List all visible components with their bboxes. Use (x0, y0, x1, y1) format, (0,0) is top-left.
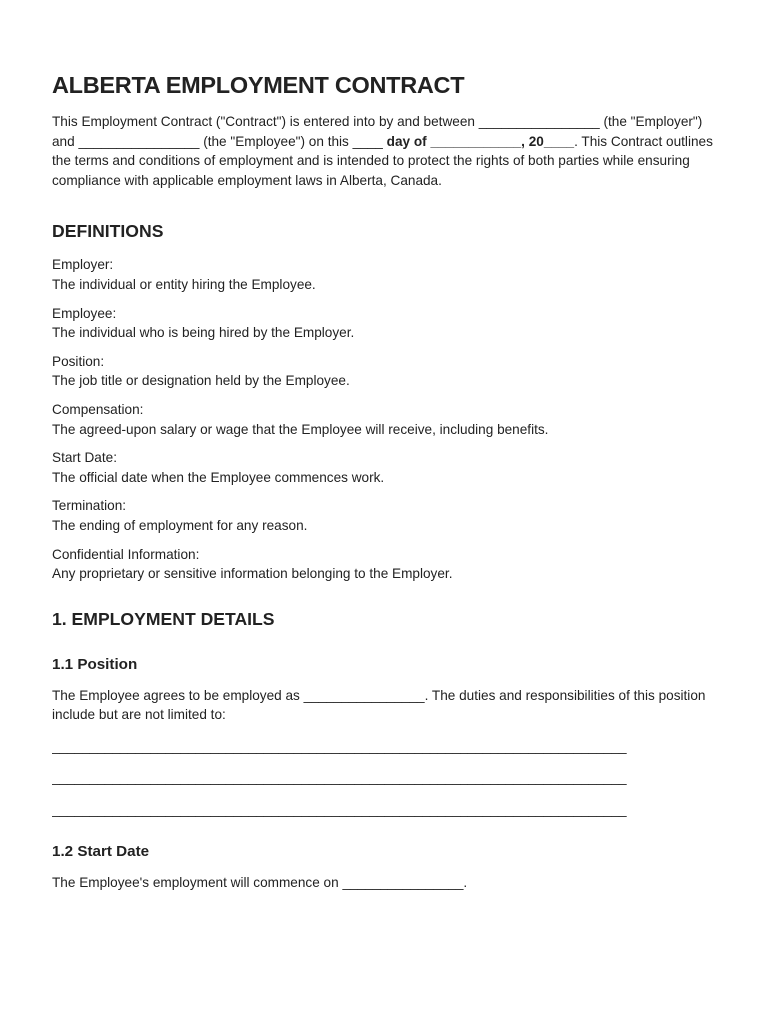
definition-item (52, 352, 718, 391)
document-title: ALBERTA EMPLOYMENT CONTRACT (52, 72, 465, 98)
definition-item (52, 255, 718, 294)
definition-term: Position: (52, 353, 105, 369)
definition-text: The agreed-upon salary or wage that the Employee will receive, including benefits. (52, 421, 549, 437)
definition-text: The individual who is being hired by the Employer. (52, 325, 355, 341)
definition-text: The ending of employment for any reason. (52, 517, 308, 533)
definition-item (52, 304, 718, 343)
definition-text: The official date when the Employee commences work. (52, 469, 385, 485)
position-paragraph: The Employee agrees to be employed as ________________. The duties and responsibilities of this position include but are not limited to: (52, 687, 706, 723)
intro-text-2: . This Contract outlines the terms and conditions of employment and is intended to protect the rights of both parties while ensuring compliance with applicable employment laws in Alberta, Canada. (52, 133, 713, 188)
definition-item (52, 545, 718, 584)
definition-text: Any proprietary or sensitive information belonging to the Employer. (52, 566, 453, 582)
blank-line: ____________________________________________________________________________ (52, 802, 627, 818)
start-date-paragraph: The Employee's employment will commence on ________________. (52, 874, 468, 890)
definition-item (52, 448, 718, 487)
definition-term: Confidential Information: (52, 546, 200, 562)
definitions-heading: DEFINITIONS (52, 221, 164, 242)
definition-term: Compensation: (52, 401, 144, 417)
definition-item (52, 400, 718, 439)
definition-term: Start Date: (52, 450, 117, 466)
definitions-list (52, 255, 718, 583)
intro-paragraph (52, 112, 720, 190)
section-1-heading: 1. EMPLOYMENT DETAILS (52, 608, 275, 629)
definition-term: Termination: (52, 498, 127, 514)
definition-text: The individual or entity hiring the Employee. (52, 276, 316, 292)
definition-text: The job title or designation held by the Employee. (52, 373, 350, 389)
blank-line: ____________________________________________________________________________ (52, 738, 627, 754)
definition-term: Employer: (52, 257, 114, 273)
intro-date-bold: day of ____________, 20____ (386, 133, 575, 149)
duties-blank-lines (52, 737, 718, 820)
subsection-1-2-heading: 1.2 Start Date (52, 842, 150, 860)
definition-term: Employee: (52, 305, 117, 321)
definition-item (52, 496, 718, 535)
subsection-1-1-heading: 1.1 Position (52, 655, 138, 673)
blank-line: ____________________________________________________________________________ (52, 770, 627, 786)
intro-text-1: This Employment Contract ("Contract") is entered into by and between ________________ (the "Employer") and ________________ (the "Employee") on this ____ (52, 114, 703, 149)
